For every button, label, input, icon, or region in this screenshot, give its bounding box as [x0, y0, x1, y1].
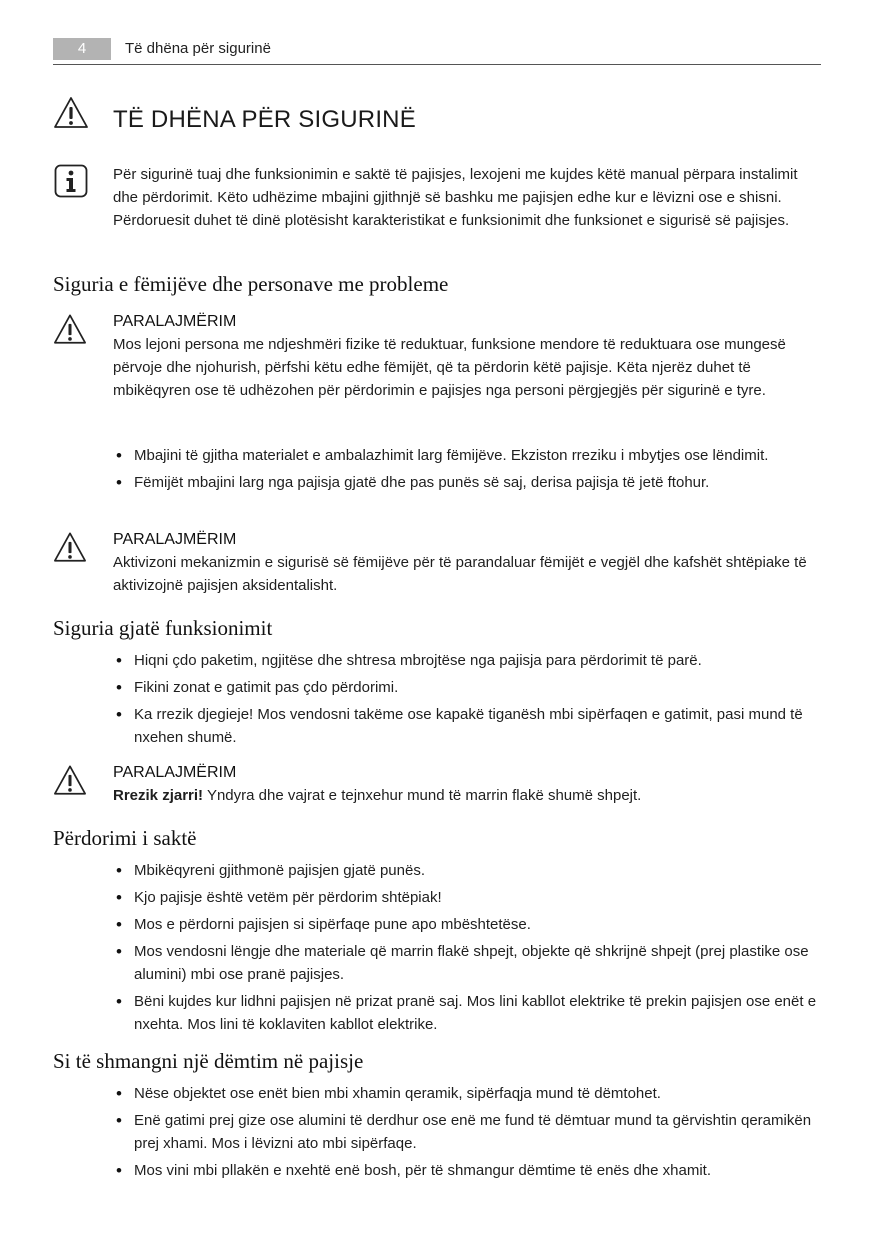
section-heading-damage: Si të shmangni një dëmtim në pajisje	[53, 1049, 364, 1073]
warning-triangle-icon	[53, 96, 89, 130]
info-icon	[54, 164, 88, 198]
section-heading-operation: Siguria gjatë funksionimit	[53, 616, 273, 640]
page-number: 4	[53, 38, 111, 60]
list-item: • Fikini zonat e gatimit pas çdo përdorimi.	[114, 676, 818, 699]
list-item: • Nëse objektet ose enët bien mbi xhamin qeramik, sipërfaqja mund të dëmtohet.	[114, 1082, 818, 1105]
page-title: TË DHËNA PËR SIGURINË	[113, 106, 416, 133]
list-item: • Mbikëqyreni gjithmonë pajisjen gjatë punës.	[114, 859, 818, 882]
warning-text: Aktivizoni mekanizmin e sigurisë së fëmijëve për të parandaluar fëmijët e vegjël dhe kafshët shtëpiake të aktivizojnë pajisjen aksidentalisht.	[113, 554, 807, 594]
bullet-list	[114, 444, 818, 498]
list-item: • Mos vini mbi pllakën e nxehtë enë bosh, për të shmangur dëmtime të enës dhe xhamit.	[114, 1159, 818, 1182]
page-header	[53, 36, 821, 65]
warning-triangle-icon	[53, 313, 87, 346]
bullet-list	[114, 649, 818, 753]
warning-triangle-icon	[53, 764, 87, 797]
bullet-list	[114, 1082, 818, 1186]
section-heading-children: Siguria e fëmijëve dhe personave me probleme	[53, 272, 449, 296]
section-heading-correct-use: Përdorimi i saktë	[53, 826, 197, 850]
bullet-list	[114, 859, 818, 1040]
warning-label: PARALAJMËRIM	[113, 531, 237, 548]
warning-label: PARALAJMËRIM	[113, 764, 237, 781]
list-item: • Mos vendosni lëngje dhe materiale që marrin flakë shpejt, objekte që shkrijnë shpejt (prej plastike ose alumini) mbi ose pranë pajisjes.	[114, 940, 818, 986]
warning-text-rest: Yndyra dhe vajrat e tejnxehur mund të marrin flakë shumë shpejt.	[203, 787, 642, 804]
intro-paragraph: Për sigurinë tuaj dhe funksionimin e saktë të pajisjes, lexojeni me kujdes këtë manual përpara instalimit dhe përdorimit. Këto udhëzime mbajini gjithnjë së bashku me pajisjen edhe kur e lëvizni ose e shisni. Përdoruesit duhet të dinë plotësisht karakteristikat e funksionimit dhe funksionet e sigurisë së pajisjes.	[113, 166, 798, 229]
fire-risk-label: Rrezik zjarri!	[113, 787, 204, 804]
running-title: Të dhëna për sigurinë	[125, 40, 271, 57]
list-item: • Bëni kujdes kur lidhni pajisjen në prizat pranë saj. Mos lini kabllot elektrike të prekin pajisjen ose enët e nxehta. Mos lini të koklaviten kabllot elektrike.	[114, 990, 818, 1036]
warning-text	[113, 784, 818, 807]
list-item: • Hiqni çdo paketim, ngjitëse dhe shtresa mbrojtëse nga pajisja para përdorimit të parë.	[114, 649, 818, 672]
warning-block	[113, 762, 818, 807]
list-item: • Kjo pajisje është vetëm për përdorim shtëpiak!	[114, 886, 818, 909]
list-item: • Mos e përdorni pajisjen si sipërfaqe pune apo mbështetëse.	[114, 913, 818, 936]
list-item: • Fëmijët mbajini larg nga pajisja gjatë dhe pas punës së saj, derisa pajisja të jetë ftohur.	[114, 471, 818, 494]
list-item: • Ka rrezik djegieje! Mos vendosni takëme ose kapakë tiganësh mbi sipërfaqen e gatimit, pasi mund të nxehen shumë.	[114, 703, 818, 749]
warning-text: Mos lejoni persona me ndjeshmëri fizike të reduktuar, funksione mendore të reduktuara ose mungesë përvoje dhe njohurish, përfshi këtu edhe fëmijët, që ta përdorin këtë pajisje. Këta njerëz duhet të mbikëqyren ose të udhëzohen për përdorimin e pajisjes nga personi përgjegjës për sigurinë e tyre.	[113, 336, 786, 399]
list-item: • Enë gatimi prej gize ose alumini të derdhur ose enë me fund të dëmtuar mund ta gërvishtin qeramikën prej xhami. Mos i lëvizni ato mbi sipërfaqe.	[114, 1109, 818, 1155]
warning-triangle-icon	[53, 531, 87, 564]
warning-block	[113, 529, 818, 597]
warning-block	[113, 311, 818, 402]
warning-label: PARALAJMËRIM	[113, 313, 237, 330]
list-item: • Mbajini të gjitha materialet e ambalazhimit larg fëmijëve. Ekziston rreziku i mbytjes ose lëndimit.	[114, 444, 818, 467]
